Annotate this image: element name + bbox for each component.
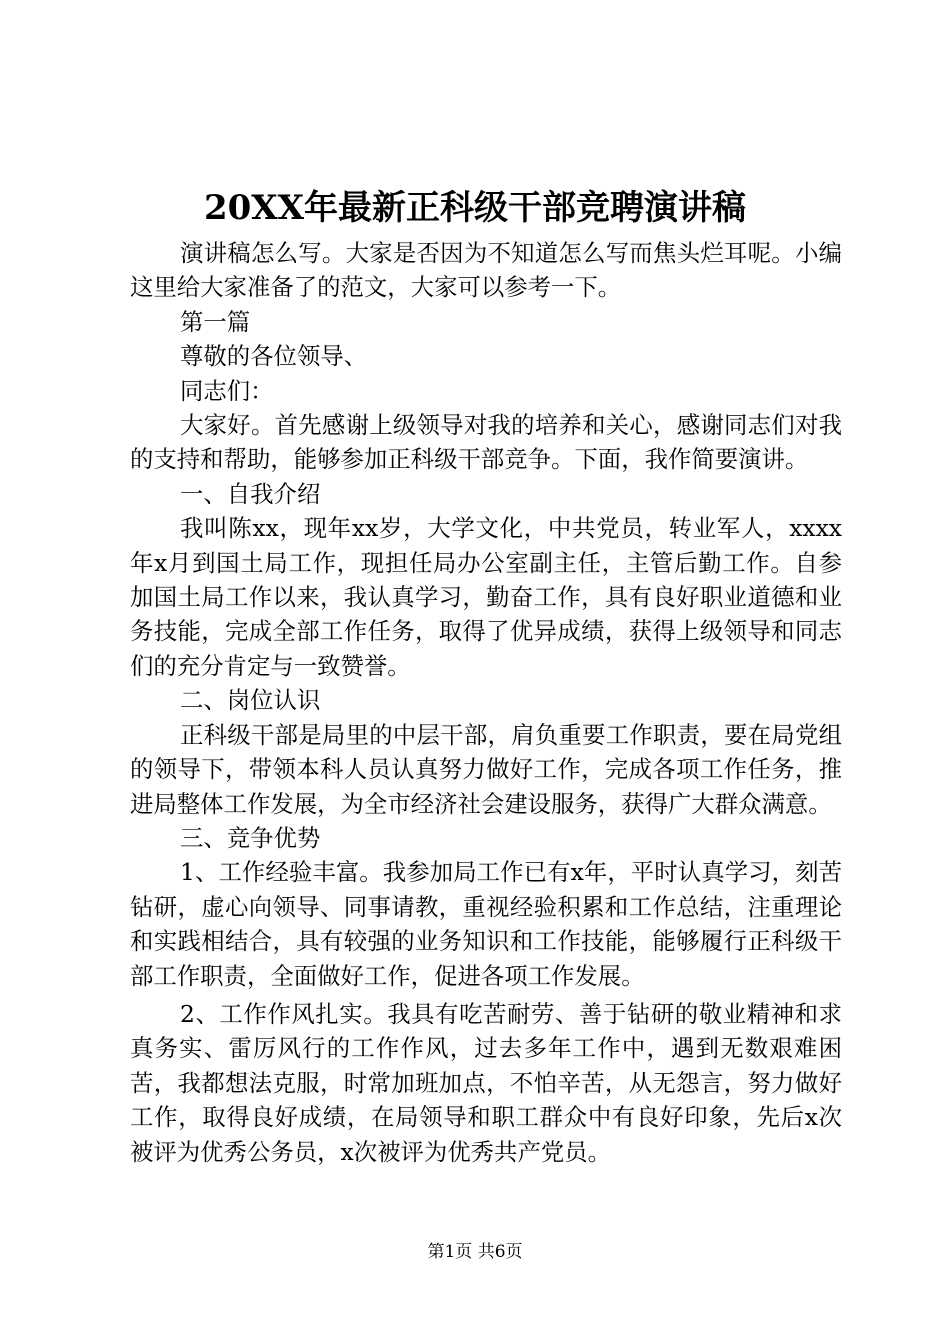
section-label-first: 第一篇 [180,307,251,336]
salutation-leaders: 尊敬的各位领导、 [180,342,368,371]
opening-paragraph: 大家好。首先感谢上级领导对我的培养和关心，感谢同志们对我的支持和帮助，能够参加正科级干部竞争。下面，我作简要演讲。 [130,411,842,474]
heading-advantages: 三、竞争优势 [180,823,321,852]
self-intro-paragraph: 我叫陈xx，现年xx岁，大学文化，中共党员，转业军人，xxxx年x月到国土局工作，现担任局办公室副主任，主管后勤工作。自参加国土局工作以来，我认真学习，勤奋工作，具有良好职业道德和业务技能，完成全部工作任务，取得了优异成绩，获得上级领导和同志们的充分肯定与一致赞誉。 [130,514,842,680]
advantage-experience-paragraph: 1、工作经验丰富。我参加局工作已有x年，平时认真学习，刻苦钻研，虚心向领导、同事请教，重视经验积累和工作总结，注重理论和实践相结合，具有较强的业务知识和工作技能，能够履行正科级干部工作职责，全面做好工作，促进各项工作发展。 [130,858,842,990]
document-body [130,236,842,1169]
heading-self-intro: 一、自我介绍 [180,479,321,508]
advantage-style-paragraph: 2、工作作风扎实。我具有吃苦耐劳、善于钻研的敬业精神和求真务实、雷厉风行的工作作风，过去多年工作中，遇到无数艰难困苦，我都想法克服，时常加班加点，不怕辛苦，从无怨言，努力做好工作，取得良好成绩，在局领导和职工群众中有良好印象，先后x次被评为优秀公务员，x次被评为优秀共产党员。 [130,999,842,1166]
salutation-comrades: 同志们： [180,376,274,405]
heading-position: 二、岗位认识 [180,686,321,715]
document-title: 20XX年最新正科级干部竞聘演讲稿 [203,188,747,228]
position-paragraph: 正科级干部是局里的中层干部，肩负重要工作职责，要在局党组的领导下，带领本科人员认真努力做好工作，完成各项工作任务，推进局整体工作发展，为全市经济社会建设服务，获得广大群众满意。 [130,720,842,818]
page-footer: 第1页 共6页 [427,1242,523,1262]
intro-paragraph: 演讲稿怎么写。大家是否因为不知道怎么写而焦头烂耳呢。小编这里给大家准备了的范文，大家可以参考一下。 [130,239,842,302]
